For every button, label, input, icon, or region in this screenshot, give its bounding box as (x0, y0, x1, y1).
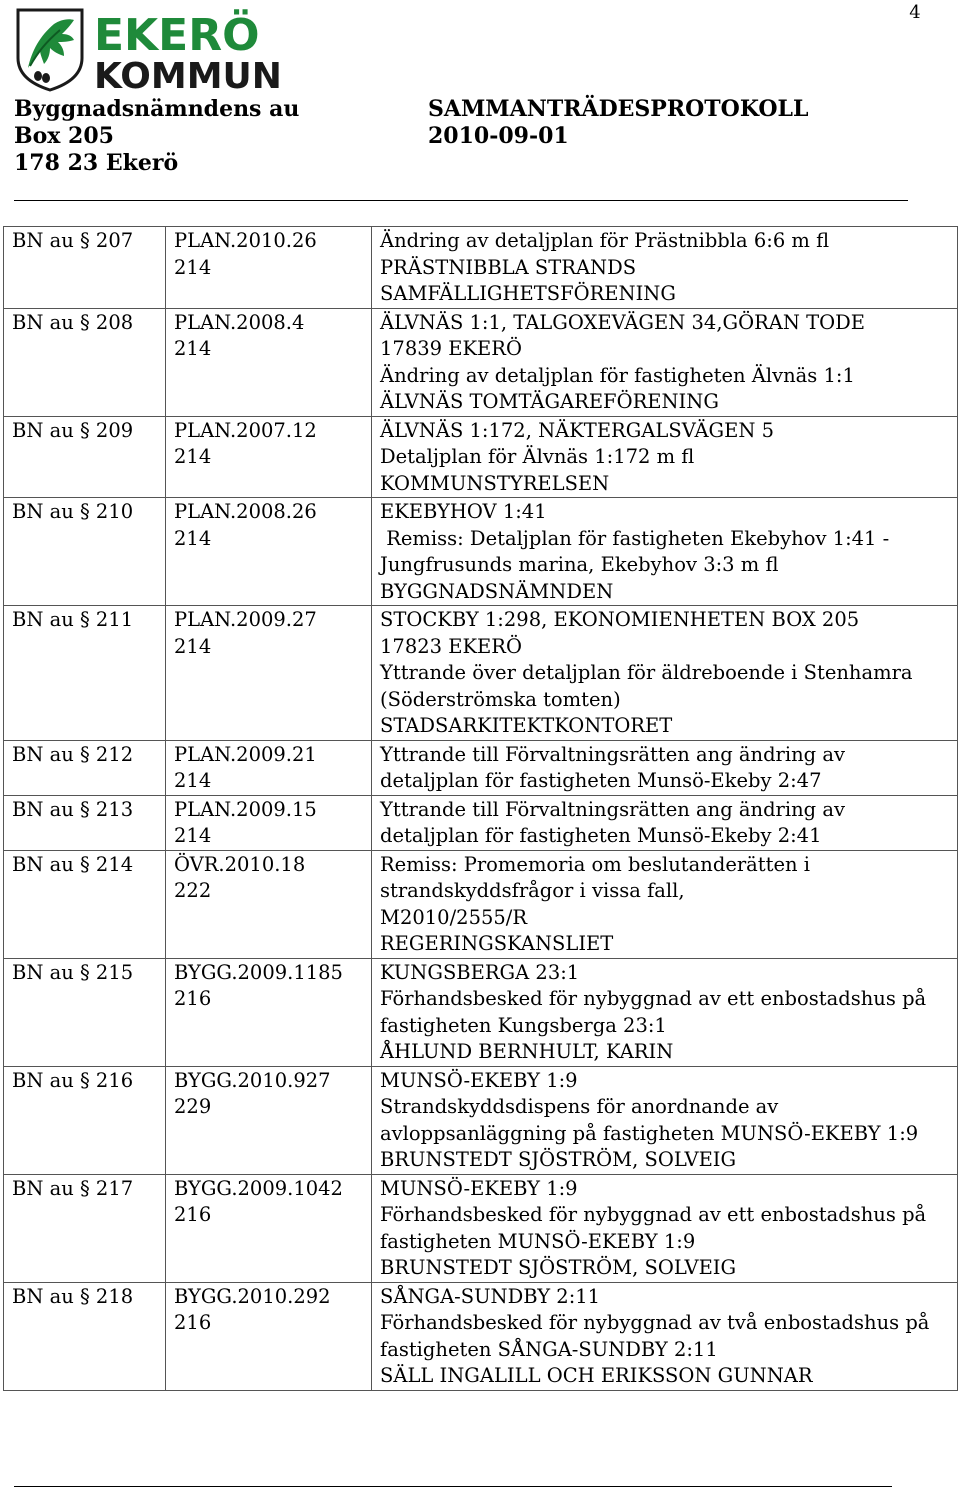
description-cell (372, 416, 958, 498)
table-row (4, 498, 958, 606)
paragraph-number: BN au § 211 (12, 608, 134, 631)
description-line: avloppsanläggning på fastigheten MUNSÖ-EKEBY 1:9 (380, 1121, 919, 1145)
case-number: BYGG.2010.292 (174, 1284, 331, 1308)
case-number: PLAN.2010.26 (174, 229, 317, 252)
agenda-table (3, 226, 958, 1391)
description-line: Ändring av detaljplan för fastigheten Älvnäs 1:1 (380, 363, 855, 387)
description-cell (372, 498, 958, 606)
description-cell (372, 1066, 958, 1174)
paragraph-number: BN au § 212 (12, 742, 134, 766)
paragraph-cell (4, 1174, 166, 1282)
description-cell (372, 740, 958, 795)
paragraph-cell (4, 308, 166, 416)
committee-name: Byggnadsnämndens au (14, 96, 300, 122)
reference-cell (166, 1066, 372, 1174)
description-cell (372, 1174, 958, 1282)
table-row (4, 227, 958, 309)
oak-leaf-shield-icon (18, 10, 82, 90)
description-cell (372, 227, 958, 309)
page-number: 4 (909, 2, 921, 23)
agenda-table-body (4, 227, 958, 1391)
description-line: STOCKBY 1:298, EKONOMIENHETEN BOX 205 (380, 608, 860, 631)
reference-cell (166, 795, 372, 850)
table-row (4, 606, 958, 741)
paragraph-cell (4, 795, 166, 850)
reference-cell (166, 416, 372, 498)
header-document-info (428, 96, 808, 150)
table-row (4, 1174, 958, 1282)
description-line: Yttrande till Förvaltningsrätten ang ändring av (380, 742, 845, 766)
paragraph-number: BN au § 210 (12, 500, 134, 523)
document-code: 216 (174, 1203, 212, 1226)
description-line: EKEBYHOV 1:41 (380, 500, 547, 523)
table-row (4, 795, 958, 850)
description-cell (372, 958, 958, 1066)
description-line: Yttrande till Förvaltningsrätten ang ändring av (380, 797, 845, 821)
case-number: PLAN.2008.26 (174, 500, 317, 523)
description-line: fastigheten MUNSÖ-EKEBY 1:9 (380, 1229, 696, 1253)
description-line: KOMMUNSTYRELSEN (380, 471, 610, 495)
reference-cell (166, 227, 372, 309)
description-line: Jungfrusunds marina, Ekebyhov 3:3 m fl (380, 553, 779, 576)
description-line: MUNSÖ-EKEBY 1:9 (380, 1068, 578, 1092)
reference-cell (166, 1174, 372, 1282)
reference-cell (166, 850, 372, 958)
header-divider (14, 200, 908, 201)
paragraph-cell (4, 740, 166, 795)
description-line: ÄLVNÄS TOMTÄGAREFÖRENING (380, 390, 719, 413)
table-row (4, 416, 958, 498)
case-number: BYGG.2009.1185 (174, 960, 343, 984)
description-line: Detaljplan för Älvnäs 1:172 m fl (380, 445, 695, 468)
description-cell (372, 795, 958, 850)
ekero-kommun-logo (14, 6, 284, 92)
table-row (4, 308, 958, 416)
document-code: 222 (174, 879, 212, 902)
description-line: BYGGNADSNÄMNDEN (380, 579, 614, 603)
document-code: 214 (174, 255, 212, 279)
document-code: 214 (174, 445, 212, 468)
reference-cell (166, 740, 372, 795)
document-code: 214 (174, 526, 212, 550)
document-code: 216 (174, 987, 212, 1010)
description-line: SÄLL INGALILL OCH ERIKSSON GUNNAR (380, 1364, 813, 1387)
description-line: Förhandsbesked för nybyggnad av två enbostadshus på (380, 1311, 930, 1334)
reference-cell (166, 308, 372, 416)
description-line: Ändring av detaljplan för Prästnibbla 6:6 m fl (380, 229, 830, 252)
paragraph-number: BN au § 213 (12, 797, 134, 821)
case-number: PLAN.2007.12 (174, 418, 317, 442)
paragraph-cell (4, 1066, 166, 1174)
case-number: BYGG.2009.1042 (174, 1176, 343, 1200)
description-line: Yttrande över detaljplan för äldreboende i Stenhamra (380, 661, 913, 684)
paragraph-cell (4, 850, 166, 958)
case-number: BYGG.2010.927 (174, 1068, 331, 1092)
description-line: PRÄSTNIBBLA STRANDS (380, 255, 637, 279)
reference-cell (166, 958, 372, 1066)
description-line: SÅNGA-SUNDBY 2:11 (380, 1284, 601, 1308)
table-row (4, 850, 958, 958)
document-code: 229 (174, 1095, 212, 1118)
description-line: 17839 EKERÖ (380, 337, 522, 360)
description-cell (372, 850, 958, 958)
description-line: SAMFÄLLIGHETSFÖRENING (380, 282, 676, 305)
reference-cell (166, 606, 372, 741)
description-line: strandskyddsfrågor i vissa fall, (380, 879, 685, 902)
description-line: M2010/2555/R (380, 905, 528, 929)
document-title: SAMMANTRÄDESPROTOKOLL (428, 96, 809, 122)
document-code: 214 (174, 337, 212, 360)
description-cell (372, 1282, 958, 1390)
paragraph-cell (4, 958, 166, 1066)
table-row (4, 740, 958, 795)
description-line: ÄLVNÄS 1:1, TALGOXEVÄGEN 34,GÖRAN TODE (380, 310, 865, 334)
description-line: Strandskyddsdispens för anordnande av (380, 1095, 779, 1118)
description-line: Förhandsbesked för nybyggnad av ett enbostadshus på (380, 1203, 927, 1226)
logo-line2: KOMMUN (94, 56, 282, 92)
paragraph-number: BN au § 218 (12, 1284, 134, 1308)
description-line: STADSARKITEKTKONTORET (380, 714, 673, 737)
reference-cell (166, 1282, 372, 1390)
description-line: fastigheten Kungsberga 23:1 (380, 1013, 667, 1037)
table-row (4, 958, 958, 1066)
description-line: detaljplan för fastigheten Munsö-Ekeby 2:41 (380, 824, 822, 847)
description-cell (372, 308, 958, 416)
case-number: PLAN.2009.15 (174, 797, 317, 821)
paragraph-number: BN au § 217 (12, 1176, 134, 1200)
description-line: REGERINGSKANSLIET (380, 932, 614, 955)
address-postal: 178 23 Ekerö (14, 150, 179, 176)
description-line: detaljplan för fastigheten Munsö-Ekeby 2:47 (380, 769, 822, 792)
document-code: 214 (174, 824, 212, 847)
paragraph-cell (4, 606, 166, 741)
header-address (14, 96, 299, 177)
meeting-date: 2010-09-01 (428, 123, 569, 149)
case-number: ÖVR.2010.18 (174, 852, 306, 876)
description-line: ÄLVNÄS 1:172, NÄKTERGALSVÄGEN 5 (380, 418, 775, 442)
paragraph-cell (4, 227, 166, 309)
description-line: ÅHLUND BERNHULT, KARIN (380, 1040, 674, 1063)
document-code: 216 (174, 1311, 212, 1334)
document-code: 214 (174, 634, 212, 658)
paragraph-cell (4, 416, 166, 498)
footer-divider (14, 1486, 892, 1487)
description-line: 17823 EKERÖ (380, 634, 522, 658)
table-row (4, 1282, 958, 1390)
description-line: BRUNSTEDT SJÖSTRÖM, SOLVEIG (380, 1256, 737, 1279)
case-number: PLAN.2009.27 (174, 608, 317, 631)
reference-cell (166, 498, 372, 606)
description-line: BRUNSTEDT SJÖSTRÖM, SOLVEIG (380, 1148, 737, 1171)
description-line: KUNGSBERGA 23:1 (380, 960, 580, 984)
description-line: (Söderströmska tomten) (380, 687, 621, 711)
description-line: Remiss: Detaljplan för fastigheten Ekebyhov 1:41 - (380, 526, 890, 550)
case-number: PLAN.2008.4 (174, 310, 305, 334)
description-line: MUNSÖ-EKEBY 1:9 (380, 1176, 578, 1200)
paragraph-number: BN au § 209 (12, 418, 134, 442)
paragraph-number: BN au § 215 (12, 960, 134, 984)
address-box: Box 205 (14, 123, 114, 149)
paragraph-cell (4, 1282, 166, 1390)
document-code: 214 (174, 769, 212, 792)
paragraph-cell (4, 498, 166, 606)
paragraph-number: BN au § 208 (12, 310, 134, 334)
logo-line1: EKERÖ (94, 10, 260, 61)
description-line: Remiss: Promemoria om beslutanderätten i (380, 852, 811, 876)
paragraph-number: BN au § 216 (12, 1068, 134, 1092)
table-row (4, 1066, 958, 1174)
description-cell (372, 606, 958, 741)
case-number: PLAN.2009.21 (174, 742, 317, 766)
paragraph-number: BN au § 207 (12, 229, 134, 252)
description-line: fastigheten SÅNGA-SUNDBY 2:11 (380, 1337, 718, 1361)
description-line: Förhandsbesked för nybyggnad av ett enbostadshus på (380, 987, 927, 1010)
paragraph-number: BN au § 214 (12, 852, 134, 876)
